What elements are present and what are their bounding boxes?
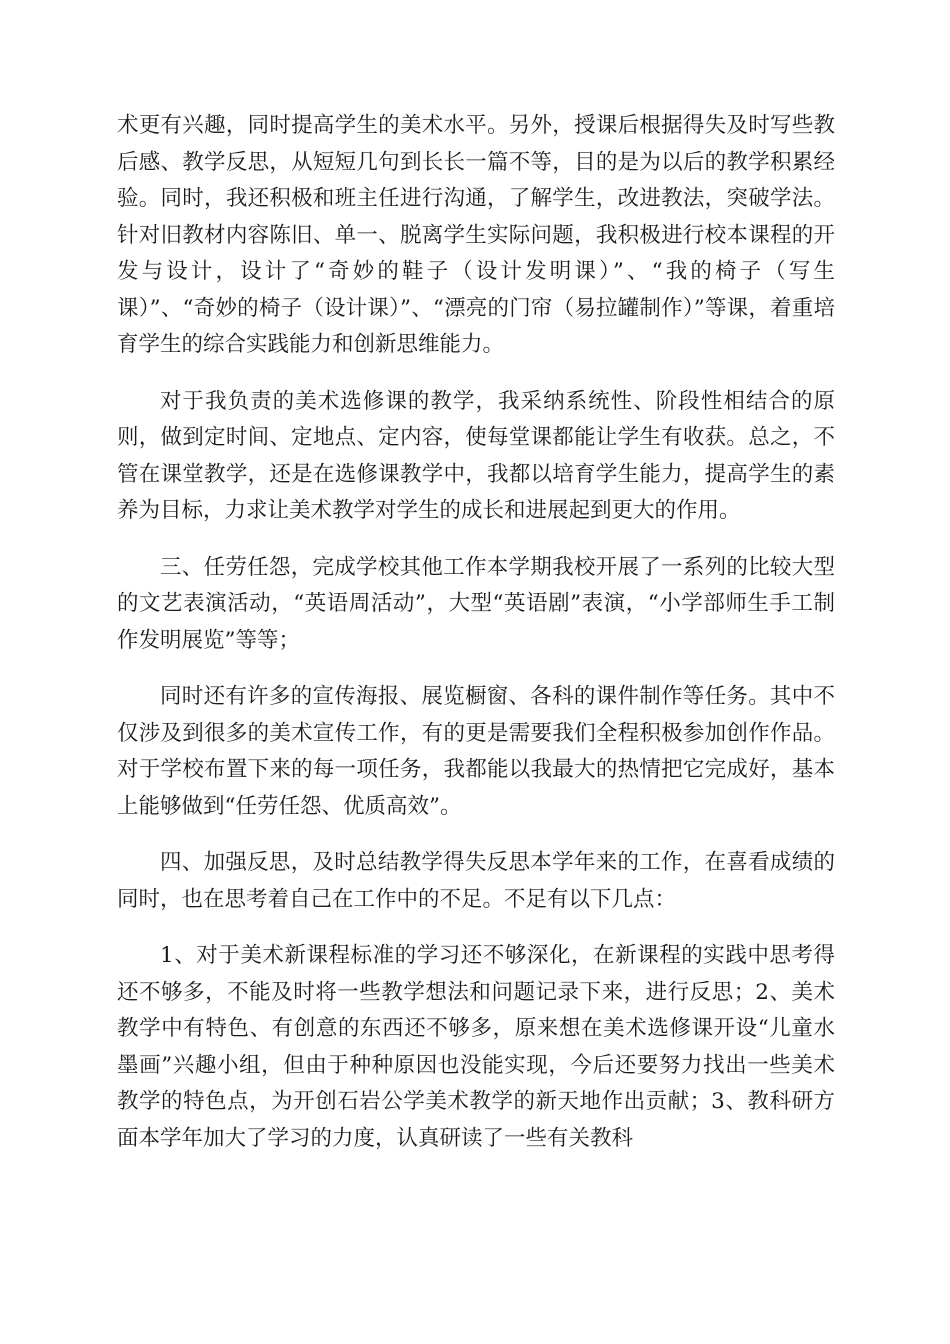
paragraph-elective-teaching: 对于我负责的美术选修课的教学，我采纳系统性、阶段性相结合的原则，做到定时间、定地点、定内容，使每堂课都能让学生有收获。总之，不管在课堂教学，还是在选修课教学中，我都以培育学生能力，提高学生的素养为目标，力求让美术教学对学生的成长和进展起到更大的作用。 bbox=[117, 388, 835, 523]
document-page bbox=[117, 108, 835, 1177]
paragraph-section-four: 四、加强反思，及时总结教学得失反思本学年来的工作，在喜看成绩的同时，也在思考着自己在工作中的不足。不足有以下几点： bbox=[117, 850, 835, 912]
paragraph-publicity-tasks: 同时还有许多的宣传海报、展览橱窗、各科的课件制作等任务。其中不仅涉及到很多的美术宣传工作，有的更是需要我们全程积极参加创作作品。对于学校布置下来的每一项任务，我都能以我最大的热情把它完成好，基本上能够做到“任劳任怨、优质高效”。 bbox=[117, 684, 835, 819]
paragraph-section-three: 三、任劳任怨，完成学校其他工作本学期我校开展了一系列的比较大型的文艺表演活动，“英语周活动”，大型“英语剧”表演，“小学部师生手工制作发明展览”等等； bbox=[117, 554, 835, 653]
paragraph-continuation: 术更有兴趣，同时提高学生的美术水平。另外，授课后根据得失及时写些教后感、教学反思，从短短几句到长长一篇不等，目的是为以后的教学积累经验。同时，我还积极和班主任进行沟通，了解学生，改进教法，突破学法。针对旧教材内容陈旧、单一、脱离学生实际问题，我积极进行校本课程的开发与设计，设计了“奇妙的鞋子（设计发明课）”、“我的椅子（写生课）”、“奇妙的椅子（设计课）”、“漂亮的门帘（易拉罐制作）”等课，着重培育学生的综合实践能力和创新思维能力。 bbox=[117, 113, 835, 357]
paragraph-shortcomings: 1、对于美术新课程标准的学习还不够深化，在新课程的实践中思考得还不够多，不能及时将一些教学想法和问题记录下来，进行反思；2、美术教学中有特色、有创意的东西还不够多，原来想在美术选修课开设“儿童水墨画”兴趣小组，但由于种种原因也没能实现，今后还要努力找出一些美术教学的特色点，为开创石岩公学美术教学的新天地作出贡献；3、教科研方面本学年加大了学习的力度，认真研读了一些有关教科 bbox=[117, 943, 835, 1151]
